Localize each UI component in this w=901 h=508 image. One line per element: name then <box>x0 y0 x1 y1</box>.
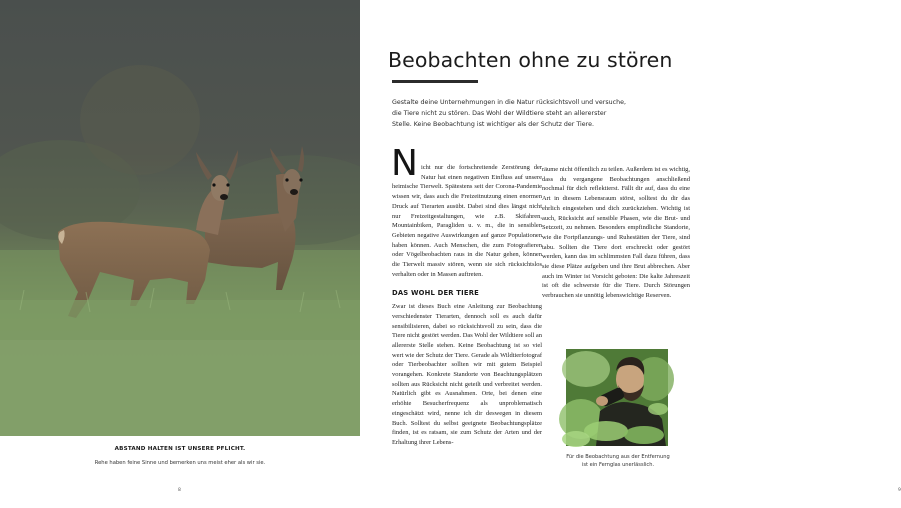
caption-line: ist ein Fernglas unerlässlich. <box>581 462 655 468</box>
section-subheading: DAS WOHL DER TIERE <box>392 289 479 298</box>
drop-cap: N <box>391 143 418 184</box>
intro-line: Gestalte deine Unternehmungen in die Natur rücksichtsvoll und versuche, <box>392 99 626 106</box>
binoculars-photo <box>566 349 668 446</box>
title-underline <box>392 80 478 83</box>
body-paragraph-3: räume nicht öffentlich zu teilen. Außerdem ist es wichtig, dass du vergangene Beobachtungen anschließend nochmal für dich reflektierst. Fällt dir auf, dass du eine Art in diesem Lebensraum störst, solltest du dir das ehrlich eingestehen und dich zurückziehen. Wichtig ist auch, Rücksicht auf sensible Phasen, wie die Brut- und Setzzeit, zu nehmen. Besonders empfindliche Standorte, wie die Fortpflanzungs- und Ruhestätten der Tiere, sind tabu. Sollten die Tiere dort erschreckt oder gestört werden, kann das im schlimmsten Fall dazu führen, dass sie diese Plätze aufgeben und ihre Brut abbrechen. Aber auch im Winter ist Vorsicht geboten: Die kalte Jahreszeit ist oft die schwerste für die Tiere. Durch Störungen verbrauchen sie unnötig lebenswichtige Reserven. <box>542 166 690 300</box>
intro-line: Stelle. Keine Beobachtung ist wichtiger als der Schutz der Tiere. <box>392 121 594 128</box>
binoculars-caption <box>556 453 680 469</box>
left-caption-text: Rehe haben feine Sinne und bemerken uns meist eher als wir sie. <box>94 460 266 466</box>
body-paragraph-2: Zwar ist dieses Buch eine Anleitung zur Beobachtung verschiedenster Tierarten, dennoch soll es auch dafür sensibilisieren, dabei so rücksichtsvoll zu sein, dass die Tiere nicht gestört werden. Das Wohl der Wildtiere soll an allererste Stelle stehen. Keine Beobachtung ist so viel wert wie der Schutz der Tiere. Gerade als Wildtierfotograf oder Tierbeobachter sollten wir mit gutem Beispiel vorangehen. Konkrete Standorte von Beachtungsplätzen sollten aus Rücksicht nicht geteilt und verbreitet werden. Natürlich gibt es Ausnahmen. Orte, bei denen eine erhöhte Besucherfrequenz als unproblematisch eingeschätzt wird, nenne ich dir deswegen in diesem Buch. Solltest du selbst geeignete Beobachtungsplätze finden, ist es ratsam, sie zum Schutz der Arten und der Erhaltung ihrer Lebens- <box>392 303 542 446</box>
page-number-right: 9 <box>898 488 901 493</box>
body-column-1 <box>391 143 542 448</box>
right-page <box>360 0 901 508</box>
deer-illustration <box>0 0 360 436</box>
caption-line: Für die Beobachtung aus der Entfernung <box>566 454 670 460</box>
binoculars-illustration <box>566 349 668 446</box>
body-paragraph-1: icht nur die fortschreitende Zerstörung der Natur hat einen negativen Einfluss auf unsere heimische Tierwelt. Spätestens seit der Corona-Pandemie wissen wir, dass auch die Freizeitnutzung einen enormen Druck auf Tierarten ausübt. Dabei sind dies längst nicht nur Freizeitgestaltungen, wie z.B. Skifahren, Mountainbiken, Paragliden u. v. m., die in sensiblen Gebieten negative Auswirkungen auf ganze Populationen haben können. Auch Menschen, die zum Fotografieren oder Vögelbeobachten raus in die Natur gehen, können die Tierwelt massiv stören, wenn sie sich rücksichtslos verhalten oder in Massen auftreten. <box>392 164 542 278</box>
page-title: Beobachten ohne zu stören <box>388 48 673 72</box>
page-number-left: 8 <box>178 488 181 493</box>
body-column-2 <box>542 165 690 301</box>
intro-text <box>392 97 652 130</box>
intro-line: die Tiere nicht zu stören. Das Wohl der Wildtiere steht an allererster <box>392 110 607 117</box>
deer-photo <box>0 0 360 436</box>
left-caption-title: ABSTAND HALTEN IST UNSERE PFLICHT. <box>114 446 246 452</box>
left-page <box>0 0 360 508</box>
